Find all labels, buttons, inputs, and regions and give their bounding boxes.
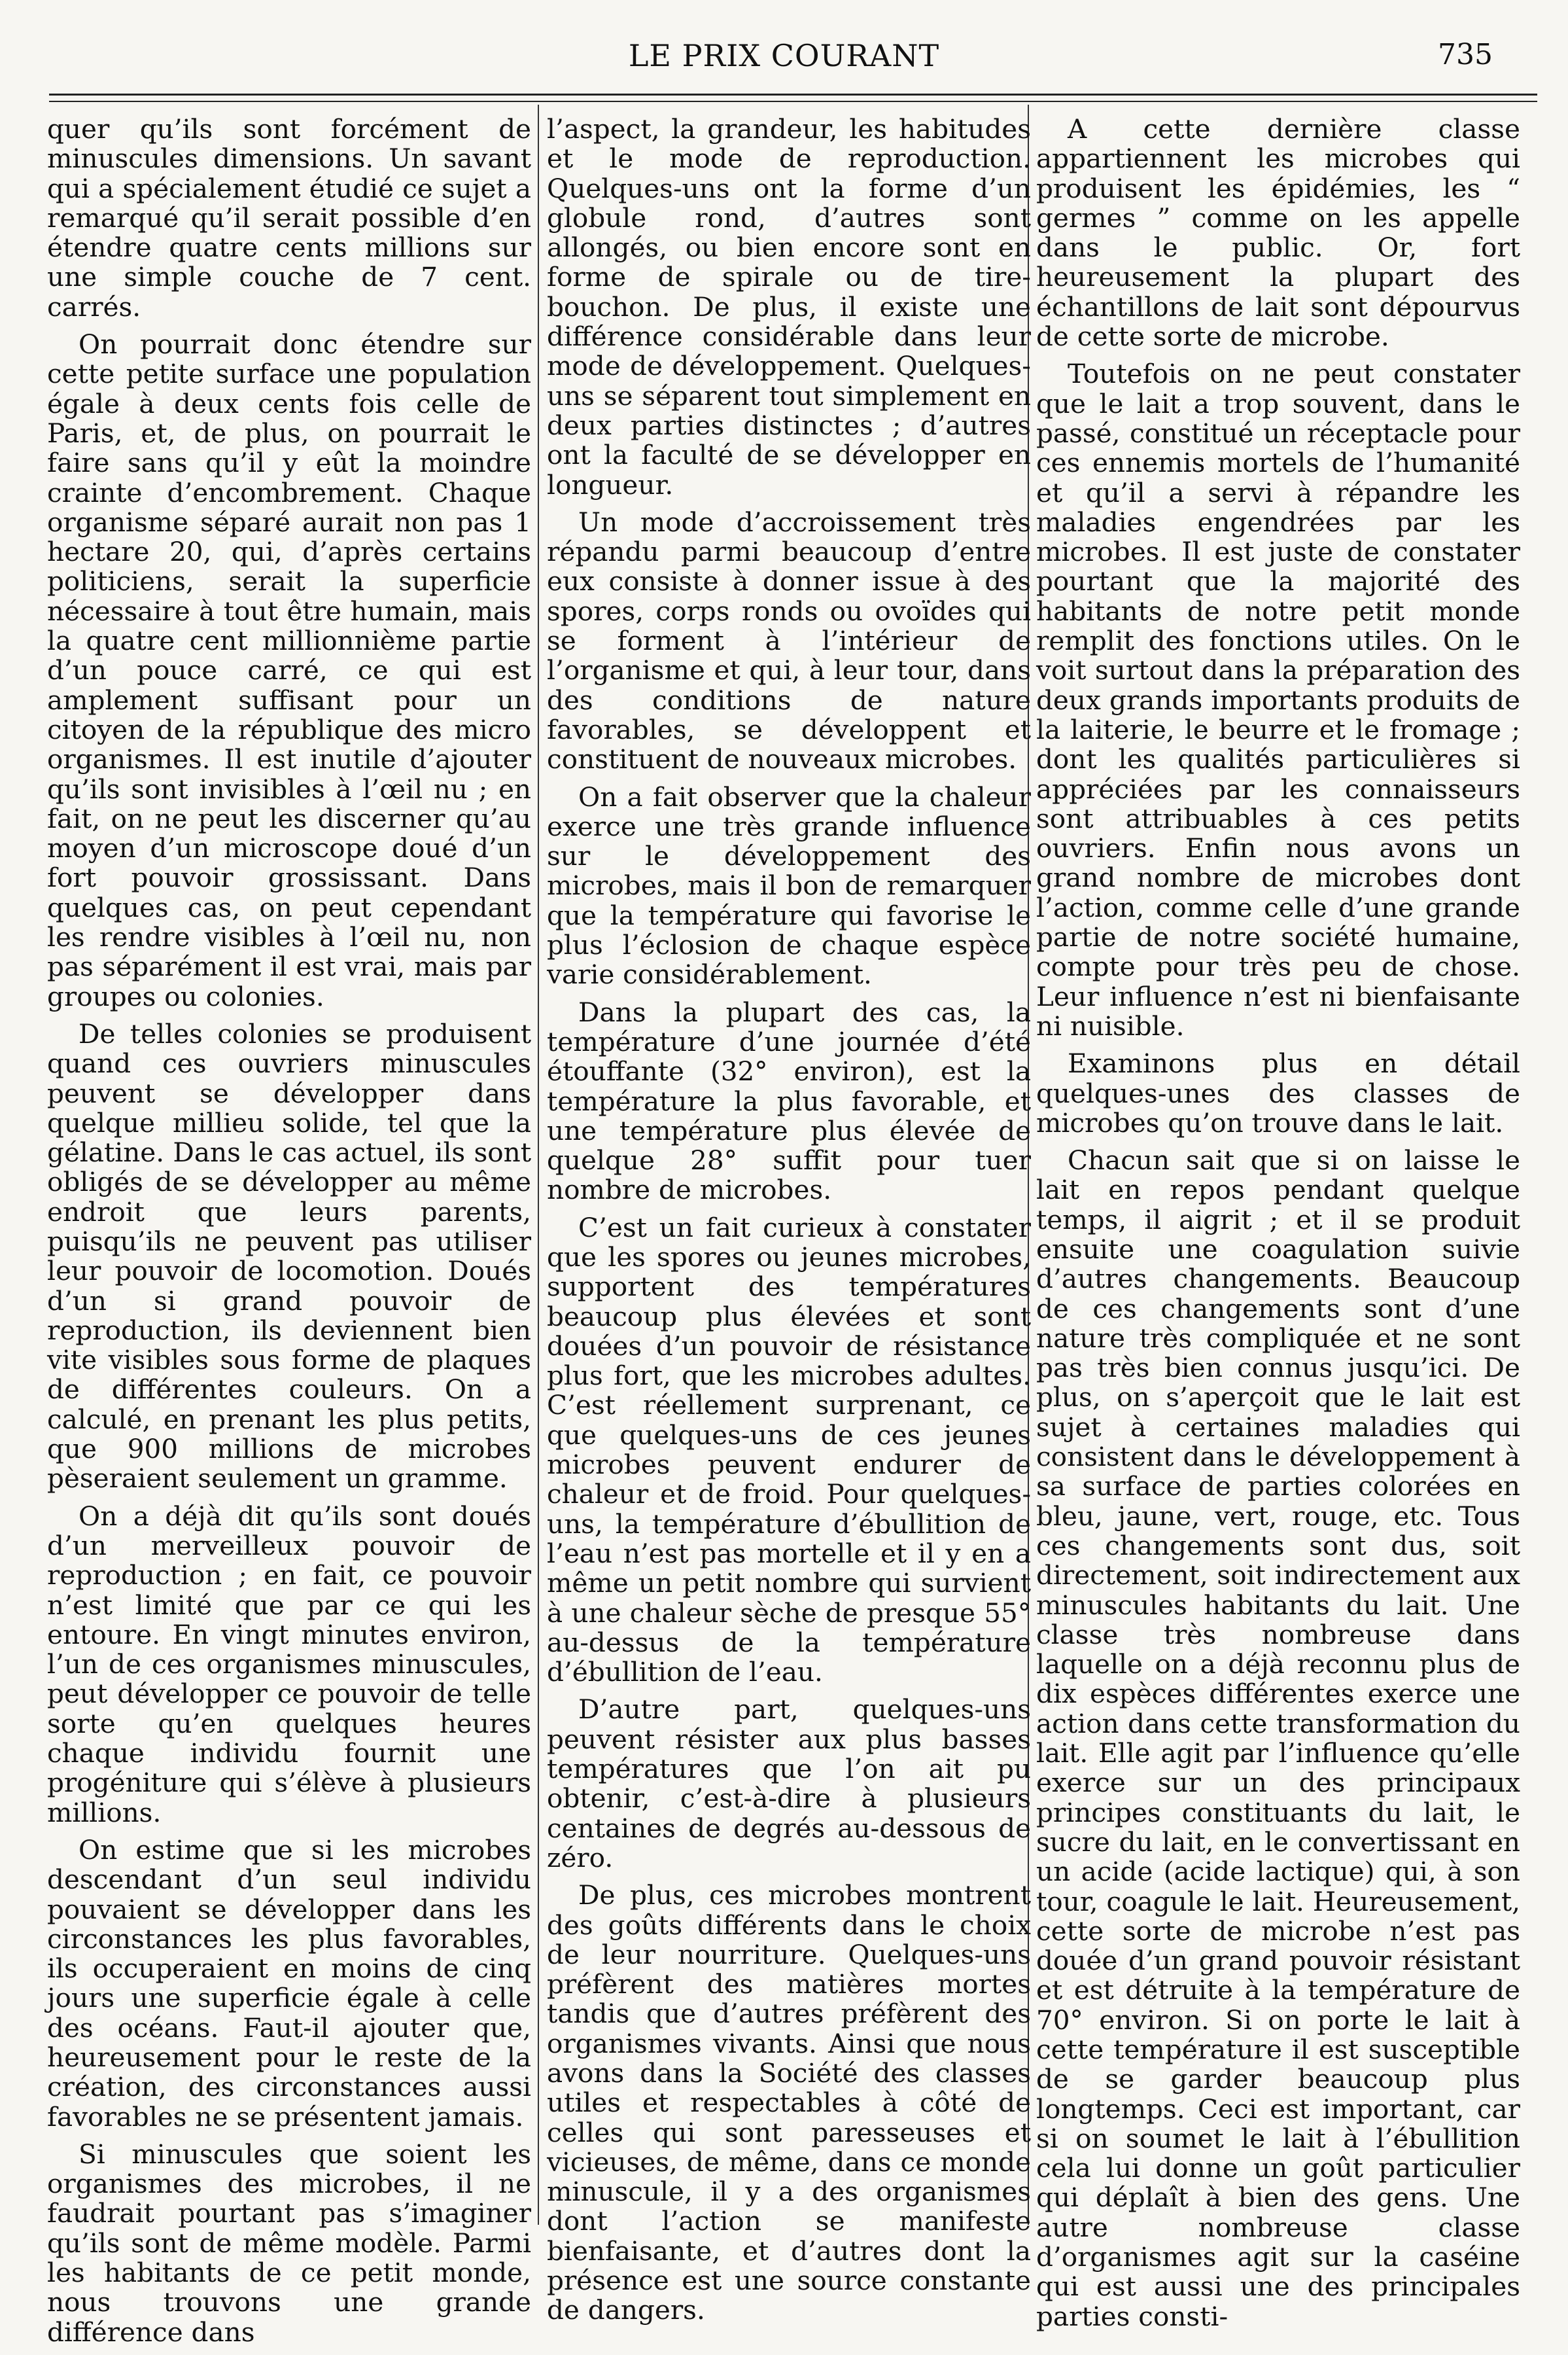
paragraph: On a déjà dit qu’ils sont doués d’un merveilleux pouvoir de reproduction ; en fait, ce pouvoir n’est limité que par ce qui les entoure. En vingt minutes environ, l’un de ces organismes minuscules, peut développer ce pouvoir de telle sorte qu’en quelques heures chaque individu fournit une progéniture qui s’élève à plusieurs millions. [47, 1500, 531, 1828]
paragraph: C’est un fait curieux à constater que les spores ou jeunes microbes, supportent des températures beaucoup plus élevées et sont douées d’un pouvoir de résistance plus fort, que les microbes adultes. C’est réellement surprenant, ce que quelques-uns de ces jeunes microbes peuvent endurer de chaleur et de froid. Pour quelques-uns, la température d’ébullition de l’eau n’est pas mortelle et il y en a même un petit nombre qui survient à une chaleur sèche de presque 55° au-dessus de la température d’ébullition de l’eau. [547, 1211, 1031, 1688]
paragraph: l’aspect, la grandeur, les habitudes et le mode de reproduction. Quelques-uns ont la forme d’un globule rond, d’autres sont allongés, ou bien encore sont en forme de spirale ou de tire-bouchon. De plus, il existe une différence considérable dans leur mode de développement. Quelques-uns se séparent tout simplement en deux parties distinctes ; d’autres ont la faculté de se développer en longueur. [547, 113, 1031, 501]
paragraph: On estime que si les microbes descendant d’un seul individu pouvaient se développer dans les circonstances les plus favorables, ils occuperaient en moins de cinq jours une superficie égale à celle des océans. Faut-il ajouter que, heureusement pour le reste de la création, des circonstances aussi favorables ne se présentent jamais. [47, 1833, 531, 2133]
text-column-3 [1036, 115, 1520, 2339]
running-title: LE PRIX COURANT [628, 38, 940, 73]
paragraph: A cette dernière classe appartiennent les microbes qui produisent les épidémies, les “ germes ” comme on les appelle dans le public. Or, fort heureusement la plupart des échantillons de lait sont dépourvus de cette sorte de microbe. [1036, 113, 1520, 353]
paragraph: quer qu’ils sont forcément de minuscules dimensions. Un savant qui a spécialement étudié ce sujet a remarqué qu’il serait possible d’en étendre quatre cents millions sur une simple couche de 7 cent. carrés. [47, 113, 531, 323]
page-header [0, 38, 1568, 84]
paragraph: Un mode d’accroissement très répandu parmi beaucoup d’entre eux consiste à donner issue à des spores, corps ronds ou ovoïdes qui se forment à l’intérieur de l’organisme et qui, à leur tour, dans des conditions de nature favorables, se développent et constituent de nouveaux microbes. [547, 506, 1031, 775]
column-divider [538, 105, 539, 2225]
paragraph: De telles colonies se produisent quand ces ouvriers minuscules peuvent se développer dans quelque millieu solide, tel que la gélatine. Dans le cas actuel, ils sont obligés de se développer au même endroit que leurs parents, puisqu’ils ne peuvent pas utiliser leur pouvoir de locomotion. Doués d’un si grand pouvoir de reproduction, ils deviennent bien vite visibles sous forme de plaques de différentes couleurs. On a calculé, en prenant les plus petits, que 900 millions de microbes pèseraient seulement un gramme. [47, 1018, 531, 1495]
paragraph: Si minuscules que soient les organismes des microbes, il ne faudrait pourtant pas s’imaginer qu’ils sont de même modèle. Parmi les habitants de ce petit monde, nous trouvons une grande différence dans [47, 2138, 531, 2348]
paragraph: On a fait observer que la chaleur exerce une très grande influence sur le développement des microbes, mais il bon de remarquer que la température qui favorise le plus l’éclosion de chaque espèce varie considérablement. [547, 781, 1031, 991]
text-column-1 [47, 115, 531, 2355]
page-number: 735 [1438, 38, 1493, 71]
paragraph: De plus, ces microbes montrent des goûts différents dans le choix de leur nourriture. Quelques-uns préfèrent des matières mortes tandis que d’autres préfèrent des organismes vivants. Ainsi que nous avons dans la Société des classes utiles et respectables à côté de celles qui sont paresseuses et vicieuses, de même, dans ce monde minuscule, il y a des organismes dont l’action se manifeste bienfaisante, et d’autres dont la présence est une source constante de dangers. [547, 1879, 1031, 2326]
paragraph: On pourrait donc étendre sur cette petite surface une population égale à deux cents fois celle de Paris, et, de plus, on pourrait le faire sans qu’il y eût la moindre crainte d’encombrement. Chaque organisme séparé aurait non pas 1 hectare 20, qui, d’après certains politiciens, serait la superficie nécessaire à tout être humain, mais la quatre cent millionnième partie d’un pouce carré, ce qui est amplement suffisant pour un citoyen de la république des micro organismes. Il est inutile d’ajouter qu’ils sont invisibles à l’œil nu ; en fait, on ne peut les discerner qu’au moyen d’un microscope doué d’un fort pouvoir grossissant. Dans quelques cas, on peut cependant les rendre visibles à l’œil nu, non pas séparément il est vrai, mais par groupes ou colonies. [47, 328, 531, 1012]
header-rule [49, 94, 1537, 96]
paragraph: D’autre part, quelques-uns peuvent résister aux plus basses températures que l’on ait pu obtenir, c’est-à-dire à plusieurs centaines de degrés au-dessous de zéro. [547, 1693, 1031, 1873]
paragraph: Chacun sait que si on laisse le lait en repos pendant quelque temps, il aigrit ; et il se produit ensuite une coagulation suivie d’autres changements. Beaucoup de ces changements sont d’une nature très compliquée et ne sont pas très bien connus jusqu’ici. De plus, on s’aperçoit que le lait est sujet à certaines maladies qui consistent dans le développement à sa surface de parties colorées en bleu, jaune, vert, rouge, etc. Tous ces changements sont dus, soit directement, soit indirectement aux minuscules habitants du lait. Une classe très nombreuse dans laquelle on a déjà reconnu plus de dix espèces différentes exerce une action dans cette transformation du lait. Elle agit par l’influence qu’elle exerce sur un des principaux principes constituants du lait, le sucre du lait, en le convertissant en un acide (acide lactique) qui, à son tour, coagule le lait. Heureusement, cette sorte de microbe n’est pas douée d’un grand pouvoir résistant et est détruite à la température de 70° environ. Si on porte le lait à cette température il est susceptible de se garder beaucoup plus longtemps. Ceci est important, car si on soumet le lait à l’ébullition cela lui donne un goût particulier qui déplaît à bien des gens. Une autre nombreuse classe d’organismes agit sur la caséine qui est aussi une des principales parties consti- [1036, 1144, 1520, 2332]
paragraph: Toutefois on ne peut constater que le lait a trop souvent, dans le passé, constitué un réceptacle pour ces ennemis mortels de l’humanité et qu’il a servi à répandre les maladies engendrées par les microbes. Il est juste de constater pourtant que la majorité des habitants de notre petit monde remplit des fonctions utiles. On le voit surtout dans la préparation des deux grands importants produits de la laiterie, le beurre et le fromage ; dont les qualités particulières si appréciées par les connaisseurs sont attribuables à ces petits ouvriers. Enfin nous avons un grand nombre de microbes dont l’action, comme celle d’une grande partie de notre société humaine, compte pour très peu de chose. Leur influence n’est ni bienfaisante ni nuisible. [1036, 358, 1520, 1042]
header-rule-secondary [49, 101, 1537, 102]
paragraph: Examinons plus en détail quelques-unes des classes de microbes qu’on trouve dans le lait. [1036, 1048, 1520, 1139]
text-column-2 [547, 115, 1031, 2333]
paragraph: Dans la plupart des cas, la température d’une journée d’été étouffante (32° environ), est la température la plus favorable, et une température plus élevée de quelque 28° suffit pour tuer nombre de microbes. [547, 996, 1031, 1206]
